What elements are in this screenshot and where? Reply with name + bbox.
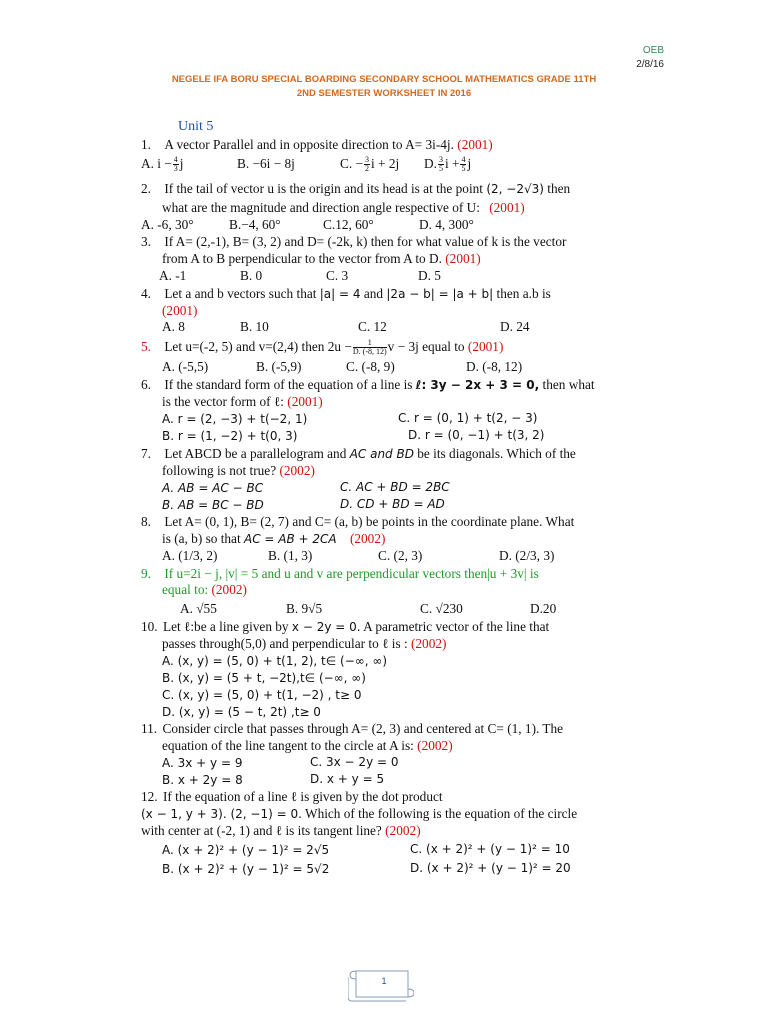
year-tag: (2002) bbox=[385, 823, 421, 838]
title-line-1: NEGELE IFA BORU SPECIAL BOARDING SECONDARY SCHOOL MATHEMATICS GRADE 11TH bbox=[171, 74, 597, 85]
year-tag: (2001) bbox=[489, 200, 525, 215]
question-text: If the tail of vector u is the origin and its head is at the point bbox=[164, 181, 483, 196]
question-text: is (a, b) so that bbox=[162, 531, 241, 546]
option-d: D.20 bbox=[530, 601, 557, 616]
option-c: C. √230 bbox=[420, 601, 463, 616]
question-3 bbox=[141, 233, 566, 250]
option-b: B. 0 bbox=[240, 268, 263, 283]
math-expression: x − 2y = 0. bbox=[291, 620, 361, 634]
year-tag: (2002) bbox=[410, 636, 447, 651]
question-text: passes through(5,0) and perpendicular to ℓ is : bbox=[162, 636, 408, 651]
q7-options-row-1 bbox=[162, 479, 450, 497]
option-d: D. $\frac{3}{5}$ i + $\frac{4}{5}$ j bbox=[424, 155, 472, 174]
question-4 bbox=[141, 285, 551, 303]
question-6 bbox=[141, 376, 595, 394]
q10-option-b bbox=[162, 669, 366, 687]
question-text: If A= (2,-1), B= (3, 2) and D= (-2k, k) then for what value of k is the vector bbox=[164, 234, 567, 249]
year-tag: (2001) bbox=[467, 339, 504, 354]
year-tag: (2001) bbox=[162, 303, 198, 318]
option-b: B. (x, y) = (5 + t, −2t),t∈ (−∞, ∞) bbox=[162, 671, 366, 685]
question-5 bbox=[141, 338, 503, 356]
option-c: C. (x, y) = (5, 0) + t(1, −2) , t≥ 0 bbox=[162, 688, 362, 702]
question-2-line-2 bbox=[162, 199, 525, 216]
question-text: equation of the line tangent to the circle at A is: bbox=[162, 738, 414, 753]
question-number: 10. bbox=[141, 619, 158, 634]
q4-options bbox=[162, 318, 530, 335]
question-12-line-3 bbox=[141, 822, 421, 839]
option-b: B. −6i − 8j bbox=[237, 156, 295, 171]
q11-options-row-1 bbox=[162, 754, 399, 772]
option-b: B.−4, 60° bbox=[229, 217, 281, 232]
question-2 bbox=[141, 180, 570, 198]
q1-options bbox=[141, 155, 472, 174]
option-a: A. -1 bbox=[159, 268, 187, 283]
option-a: A. -6, 30° bbox=[141, 217, 194, 232]
q9-options bbox=[180, 600, 557, 617]
option-b: B. 9√5 bbox=[286, 601, 323, 616]
year-tag: (2002) bbox=[279, 463, 315, 478]
question-7 bbox=[141, 445, 576, 463]
question-12-line-2 bbox=[141, 805, 577, 823]
option-d: D. 4, 300° bbox=[419, 217, 474, 232]
question-number: 3. bbox=[141, 234, 151, 249]
question-text: then a.b is bbox=[496, 286, 551, 301]
question-text: Let u=(-2, 5) and v=(2,4) then 2u − $\frac{1}{D. (-8, 12)}$ v − 3j equal to bbox=[164, 338, 465, 357]
option-d: D. r = (0, −1) + t(3, 2) bbox=[408, 428, 545, 442]
option-c: C. (x + 2)² + (y − 1)² = 10 bbox=[410, 842, 570, 856]
question-number: 2. bbox=[141, 181, 151, 196]
question-text: Let a and b vectors such that bbox=[164, 286, 317, 301]
option-a: A. (-5,5) bbox=[162, 359, 209, 374]
year-tag: (2001) bbox=[287, 394, 323, 409]
question-text: equal to: bbox=[162, 582, 209, 597]
question-text: Which of the following is the equation of the circle bbox=[305, 806, 578, 821]
question-text: then what bbox=[542, 377, 595, 392]
question-text: from A to B perpendicular to the vector from A to D. bbox=[162, 251, 442, 266]
option-b: B. (x + 2)² + (y − 1)² = 5√2 bbox=[162, 862, 330, 876]
year-tag: (2002) bbox=[211, 582, 247, 597]
option-d: D. (-8, 12) bbox=[466, 359, 523, 374]
question-12 bbox=[141, 788, 443, 805]
question-text: If u=2i − j, |v| = 5 and u and v are perpendicular vectors then|u + 3v| is bbox=[164, 566, 539, 581]
option-a: A. i − $\frac{4}{3}$ j bbox=[141, 155, 184, 174]
option-a: A. 8 bbox=[162, 319, 185, 334]
question-text: A vector Parallel and in opposite direction to A= 3i-4j. bbox=[164, 137, 454, 152]
q12-options-row-2 bbox=[162, 860, 571, 878]
option-d: D. 5 bbox=[418, 268, 441, 283]
year-tag: (2002) bbox=[417, 738, 453, 753]
question-text: be its diagonals. Which of the bbox=[417, 446, 576, 461]
question-8 bbox=[141, 513, 574, 530]
option-d: D. x + y = 5 bbox=[310, 772, 385, 786]
option-b: B. (1, 3) bbox=[268, 548, 313, 563]
question-text: If the equation of a line ℓ is given by the dot product bbox=[162, 789, 443, 804]
option-d: D. (x, y) = (5 − t, 2t) ,t≥ 0 bbox=[162, 705, 321, 719]
math-expression: (x − 1, y + 3). (2, −1) = 0. bbox=[141, 807, 302, 821]
question-text: Consider circle that passes through A= (2, 3) and centered at C= (1, 1). The bbox=[162, 721, 564, 736]
header-code: OEB bbox=[642, 45, 664, 56]
school-title bbox=[0, 73, 768, 101]
question-9 bbox=[141, 565, 539, 582]
question-text: A parametric vector of the line that bbox=[363, 619, 550, 634]
question-11 bbox=[141, 720, 563, 737]
question-7-line-2 bbox=[162, 462, 315, 479]
question-8-line-2 bbox=[162, 530, 385, 548]
option-d: D. (2/3, 3) bbox=[499, 548, 555, 563]
option-b: B. x + 2y = 8 bbox=[162, 773, 243, 787]
question-number: 5. bbox=[141, 339, 151, 354]
header-date: 2/8/16 bbox=[636, 59, 664, 70]
question-4-line-2 bbox=[162, 302, 197, 319]
header-code-date bbox=[636, 44, 664, 72]
q10-option-c bbox=[162, 686, 362, 704]
option-b: B. (-5,9) bbox=[256, 359, 302, 374]
question-number: 9. bbox=[141, 566, 151, 581]
option-c: C. 3 bbox=[326, 268, 349, 283]
q12-options-row-1 bbox=[162, 841, 570, 859]
q10-option-d bbox=[162, 703, 321, 721]
option-d: D. 24 bbox=[500, 319, 530, 334]
question-text: If the standard form of the equation of a line is bbox=[164, 377, 413, 392]
option-c: C. r = (0, 1) + t(2, − 3) bbox=[398, 411, 538, 425]
question-number: 8. bbox=[141, 514, 151, 529]
question-1 bbox=[141, 136, 493, 153]
q3-options bbox=[159, 267, 441, 284]
q7-options-row-2 bbox=[162, 496, 445, 514]
option-a: A. 3x + y = 9 bbox=[162, 756, 243, 770]
title-line-2: 2ND SEMESTER WORKSHEET IN 2016 bbox=[296, 88, 472, 99]
option-c: C. (2, 3) bbox=[378, 548, 423, 563]
question-text: is the vector form of ℓ: bbox=[162, 394, 284, 409]
option-d: D. CD + BD = AD bbox=[340, 497, 445, 511]
option-b: B. 10 bbox=[240, 319, 269, 334]
q10-option-a bbox=[162, 652, 387, 670]
question-text: with center at (-2, 1) and ℓ is its tangent line? bbox=[141, 823, 382, 838]
point: (2, −2√3) bbox=[486, 182, 544, 196]
q11-options-row-2 bbox=[162, 771, 385, 789]
question-text: Let ABCD be a parallelogram and bbox=[164, 446, 347, 461]
option-b: B. AB = BC − BD bbox=[162, 498, 264, 512]
math-expression: AC and BD bbox=[349, 447, 414, 461]
question-number: 1. bbox=[141, 137, 151, 152]
question-6-line-2 bbox=[162, 393, 323, 410]
question-3-line-2 bbox=[162, 250, 481, 267]
question-text: what are the magnitude and direction angle respective of U: bbox=[162, 200, 480, 215]
option-a: A. r = (2, −3) + t(−2, 1) bbox=[162, 412, 308, 426]
q2-options bbox=[141, 216, 474, 233]
question-10-line-2 bbox=[162, 635, 446, 652]
page-number: 1 bbox=[381, 976, 387, 986]
q6-options-row-2 bbox=[162, 427, 545, 445]
text-and: and bbox=[363, 286, 384, 301]
question-text: Let A= (0, 1), B= (2, 7) and C= (a, b) be points in the coordinate plane. What bbox=[164, 514, 575, 529]
question-10 bbox=[141, 618, 549, 636]
question-number: 7. bbox=[141, 446, 151, 461]
question-9-line-2 bbox=[162, 581, 247, 598]
math-expression: |2a − b| = |a + b| bbox=[386, 287, 494, 301]
math-expression: AC = AB + 2CA bbox=[244, 532, 337, 546]
option-b: B. r = (1, −2) + t(0, 3) bbox=[162, 429, 298, 443]
option-a: A. AB = AC − BC bbox=[162, 481, 264, 495]
option-c: C. AC + BD = 2BC bbox=[340, 480, 450, 494]
option-c: C. 12 bbox=[358, 319, 387, 334]
question-text: Let ℓ:be a line given by bbox=[162, 619, 289, 634]
question-11-line-2 bbox=[162, 737, 453, 754]
question-number: 4. bbox=[141, 286, 151, 301]
option-d: D. (x + 2)² + (y − 1)² = 20 bbox=[410, 861, 571, 875]
option-c: C. (-8, 9) bbox=[346, 359, 395, 374]
option-a: A. (1/3, 2) bbox=[162, 548, 218, 563]
math-expression: ℓ: 3y − 2x + 3 = 0, bbox=[415, 378, 540, 392]
year-tag: (2001) bbox=[457, 137, 493, 152]
option-a: A. √55 bbox=[180, 601, 217, 616]
question-text: following is not true? bbox=[162, 463, 277, 478]
math-expression: |a| = 4 bbox=[319, 287, 361, 301]
question-number: 6. bbox=[141, 377, 151, 392]
question-number: 11. bbox=[141, 721, 158, 736]
q8-options bbox=[162, 547, 555, 564]
option-a: A. (x, y) = (5, 0) + t(1, 2), t∈ (−∞, ∞) bbox=[162, 654, 388, 668]
q6-options-row-1 bbox=[162, 410, 538, 428]
year-tag: (2001) bbox=[445, 251, 481, 266]
option-c: C. − $\frac{3}{2}$ i + 2j bbox=[340, 155, 400, 174]
unit-heading: Unit 5 bbox=[178, 119, 214, 134]
question-number: 12. bbox=[141, 789, 158, 804]
option-a: A. (x + 2)² + (y − 1)² = 2√5 bbox=[162, 843, 330, 857]
text-then: then bbox=[547, 181, 571, 196]
option-c: C. 3x − 2y = 0 bbox=[310, 755, 399, 769]
q5-options bbox=[162, 358, 523, 375]
year-tag: (2002) bbox=[349, 531, 386, 546]
option-c: C.12, 60° bbox=[323, 217, 374, 232]
